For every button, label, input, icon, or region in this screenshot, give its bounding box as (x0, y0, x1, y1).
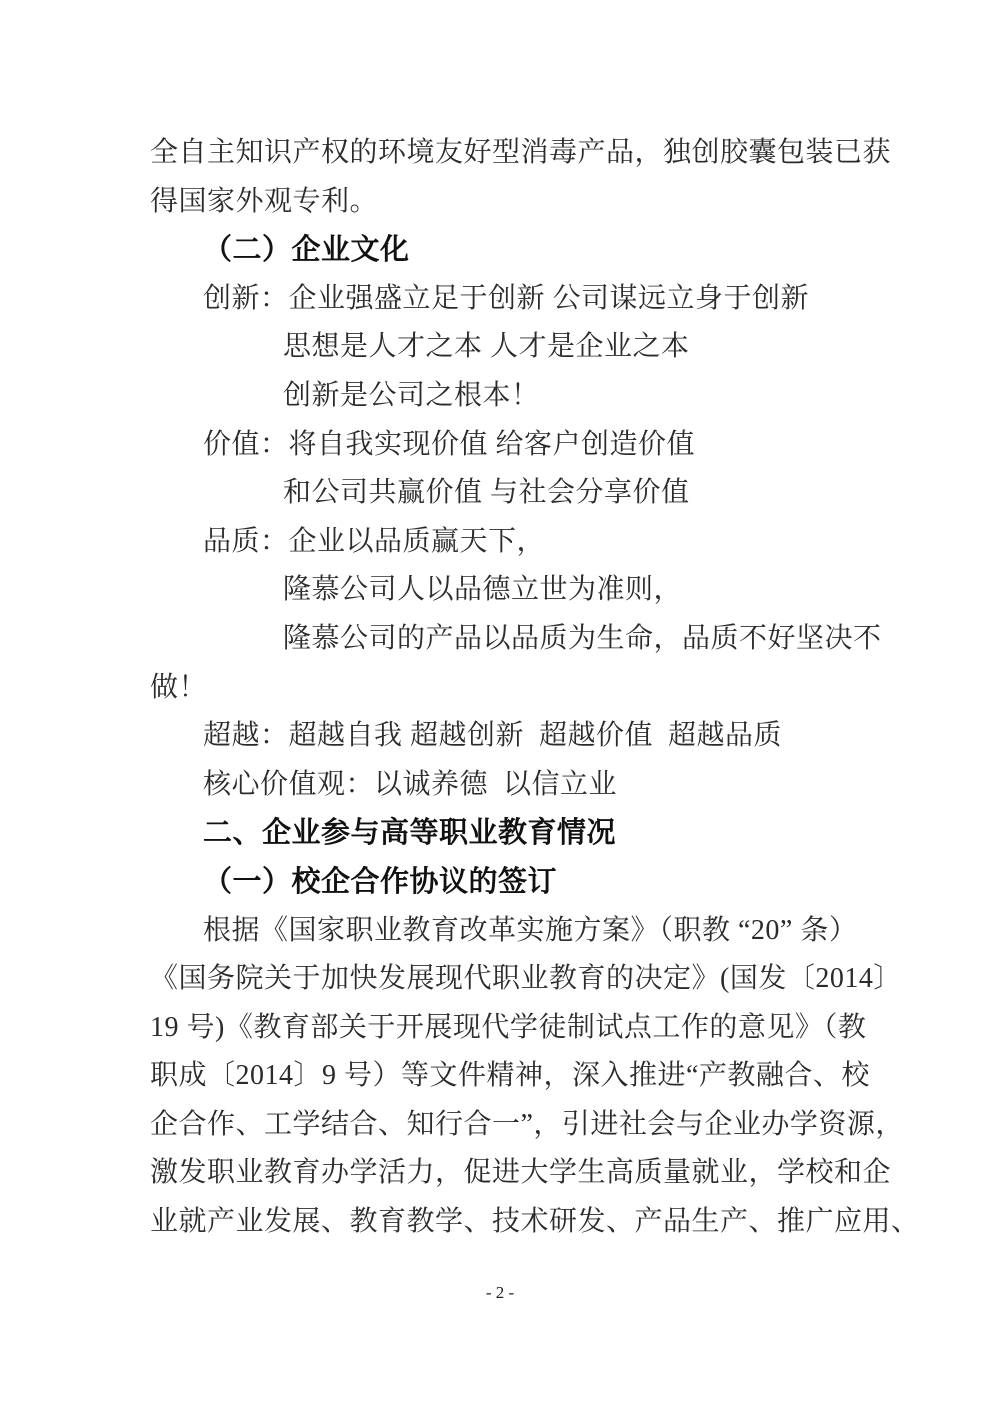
text-line: 得国家外观专利。 (150, 185, 379, 217)
text-line: 隆慕公司人以品德立世为准则， (283, 574, 683, 606)
text-line: 核心价值观：以诚养德 以信立业 (203, 768, 618, 800)
text-line: 做！ (150, 671, 208, 703)
text-line: 激发职业教育办学活力，促进大学生高质量就业，学校和企 (150, 1157, 892, 1189)
text-line: 创新：企业强盛立足于创新 公司谋远立身于创新 (203, 282, 810, 314)
section-heading: （一）校企合作协议的签订 (203, 865, 558, 898)
text-line: 价值：将自我实现价值 给客户创造价值 (203, 428, 696, 460)
text-line: 企合作、工学结合、知行合一”，引进社会与企业办学资源， (150, 1108, 904, 1140)
text-line: 思想是人才之本 人才是企业之本 (283, 331, 690, 363)
text-line: 超越：超越自我 超越创新 超越价值 超越品质 (203, 720, 783, 752)
text-line: 根据《国家职业教育改革实施方案》（职教 “20” 条） (203, 914, 858, 946)
text-line: 19 号)《教育部关于开展现代学徒制试点工作的意见》（教 (150, 1011, 867, 1043)
text-line: 全自主知识产权的环境友好型消毒产品，独创胶囊包装已获 (150, 137, 892, 168)
text-line: 创新是公司之根本！ (283, 379, 540, 411)
section-heading: （二）企业文化 (203, 234, 410, 267)
text-line: 业就产业发展、教育教学、技术研发、产品生产、推广应用、 (150, 1206, 920, 1238)
text-line: 隆慕公司的产品以品质为生命，品质不好坚决不 (283, 622, 882, 654)
text-line: 《国务院关于加快发展现代职业教育的决定》(国发〔2014〕 (150, 963, 902, 995)
text-line: 品质：企业以品质赢天下， (203, 525, 546, 557)
document-body (150, 129, 920, 1247)
text-line: 职成〔2014〕9 号）等文件精神，深入推进“产教融合、校 (150, 1060, 870, 1092)
text-line: 和公司共赢价值 与社会分享价值 (283, 477, 690, 509)
page-number: - 2 - (485, 1283, 515, 1302)
section-heading: 二、企业参与高等职业教育情况 (203, 817, 617, 850)
